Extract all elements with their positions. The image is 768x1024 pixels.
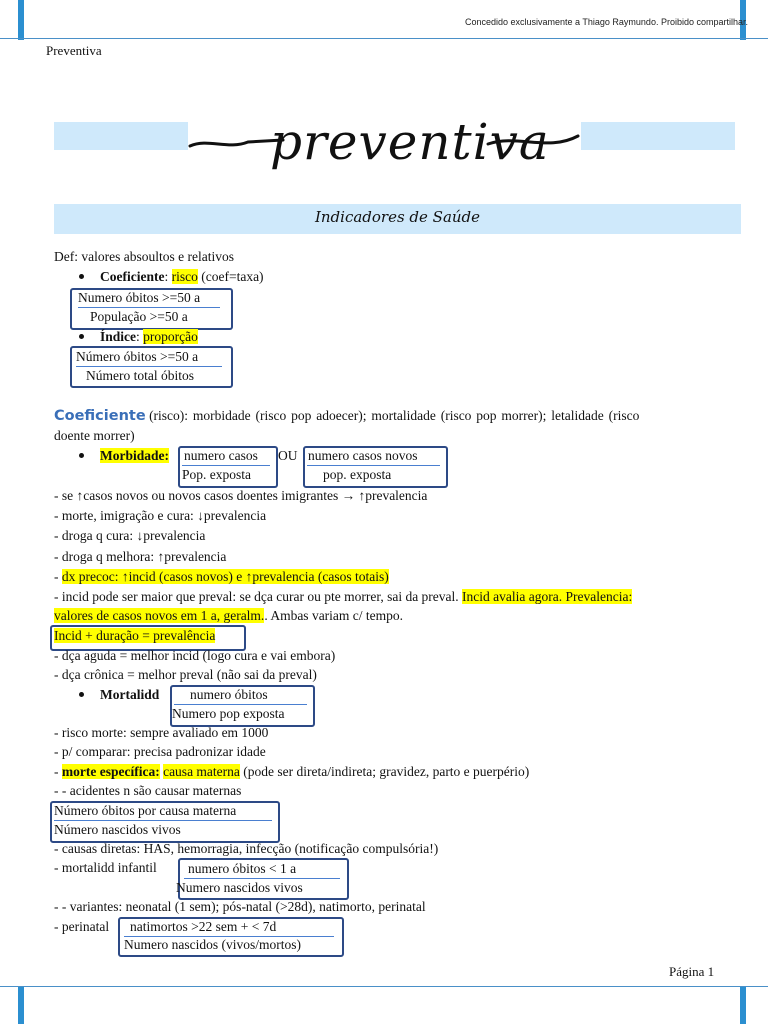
- text-line: - dça crônica = melhor preval (não sai da preval): [54, 667, 317, 682]
- indice-highlight: proporção: [143, 329, 198, 344]
- bullet-indice: [79, 334, 84, 339]
- formula-numerator: Numero óbitos >=50 a: [78, 290, 201, 305]
- text-line: - - variantes: neonatal (1 sem); pós-natal (>28d), natimorto, perinatal: [54, 899, 426, 914]
- text-line: - p/ comparar: precisa padronizar idade: [54, 744, 266, 759]
- formula-denominator: Numero pop exposta: [172, 706, 285, 721]
- formula-denominator: Numero nascidos vivos: [176, 880, 303, 895]
- formula-denominator: População >=50 a: [90, 309, 188, 324]
- def-line: Def: valores absoultos e relativos: [54, 249, 234, 264]
- formula-numerator: numero casos novos: [308, 448, 418, 463]
- formula-denominator: pop. exposta: [323, 467, 392, 482]
- text-line: - perinatal: [54, 919, 110, 934]
- indice-line: Índice: proporção: [100, 329, 198, 344]
- text-line-mixed: - morte específica: causa materna (pode ser direta/indireta; gravidez, parto e puerpério): [54, 764, 530, 779]
- coeficiente-heading: Coeficiente: [54, 408, 146, 424]
- text-line: - - acidentes n são causar maternas: [54, 783, 242, 798]
- title-band-left: [54, 122, 188, 150]
- coeficiente-line: Coeficiente: risco (coef=taxa): [100, 269, 264, 284]
- subtitle: Indicadores de Saúde: [314, 208, 481, 226]
- bullet-morbidade: [79, 453, 84, 458]
- text-line: - causas diretas: HAS, hemorragia, infecção (notificação compulsória!): [54, 841, 439, 856]
- header-rule: [0, 38, 768, 39]
- running-title: Preventiva: [46, 43, 102, 58]
- text-line: - mortalidd infantil: [54, 860, 157, 875]
- copyright-notice: Concedido exclusivamente a Thiago Raymundo. Proibido compartilhar.: [465, 17, 748, 27]
- bullet-mortalidade: [79, 692, 84, 697]
- text-line-mixed: - incid pode ser maior que preval: se dça curar ou pte morrer, sai da preval. Incid avalia agora. Prevalencia:: [54, 589, 633, 604]
- formula-denominator: Pop. exposta: [182, 467, 251, 482]
- formula-denominator: Numero nascidos (vivos/mortos): [124, 937, 301, 952]
- text-line: - droga q melhora: ↑prevalencia: [54, 549, 227, 564]
- formula-numerator: natimortos >22 sem + < 7d: [130, 919, 277, 934]
- formula-denominator: Número total óbitos: [86, 368, 194, 383]
- formula-numerator: numero óbitos: [190, 687, 268, 702]
- title-band-right: [581, 122, 735, 150]
- formula-numerator: Número óbitos >=50 a: [76, 349, 199, 364]
- text-line: - risco morte: sempre avaliado em 1000: [54, 725, 269, 740]
- bullet-coeficiente: [79, 274, 84, 279]
- formula-denominator: Número nascidos vivos: [54, 822, 181, 837]
- ou-text: OU: [278, 448, 298, 463]
- footer-rule: [0, 986, 768, 987]
- page-edge-bar-top-left: [18, 0, 24, 40]
- coeficiente-highlight: risco: [171, 269, 198, 284]
- text-line: - dça aguda = melhor incid (logo cura e vai embora): [54, 648, 336, 663]
- text-line: - se ↑casos novos ou novos casos doentes imigrantes → ↑prevalencia: [54, 488, 428, 503]
- morbidade-label: Morbidade:: [100, 448, 169, 463]
- text-line: - droga q cura: ↓prevalencia: [54, 528, 206, 543]
- script-title: preventiva: [270, 113, 550, 171]
- indice-label: Índice: [100, 329, 137, 344]
- page-edge-bar-bottom-left: [18, 986, 24, 1024]
- mortalidade-label: Mortalidd: [100, 687, 160, 702]
- page-edge-bar-bottom-right: [740, 986, 746, 1024]
- page-number: Página 1: [669, 964, 715, 979]
- coeficiente-label: Coeficiente: [100, 269, 165, 284]
- coeficiente-paragraph-line2: doente morrer): [54, 428, 135, 443]
- formula-numerator: numero óbitos < 1 a: [188, 861, 297, 876]
- formula-numerator: Número óbitos por causa materna: [54, 803, 237, 818]
- formula-numerator: numero casos: [184, 448, 258, 463]
- text-line-mixed: valores de casos novos em 1 a, geralm.. Ambas variam c/ tempo.: [54, 608, 404, 623]
- text-line-highlighted: - dx precoc: ↑incid (casos novos) e ↑prevalencia (casos totais): [54, 569, 389, 584]
- text-line: - morte, imigração e cura: ↓prevalencia: [54, 508, 267, 523]
- prevalence-formula: Incid + duração = prevalência: [54, 628, 216, 643]
- coeficiente-paragraph-line1: Coeficiente (risco): morbidade (risco pop adoecer); mortalidade (risco pop morrer); letalidade (risco: [54, 408, 640, 424]
